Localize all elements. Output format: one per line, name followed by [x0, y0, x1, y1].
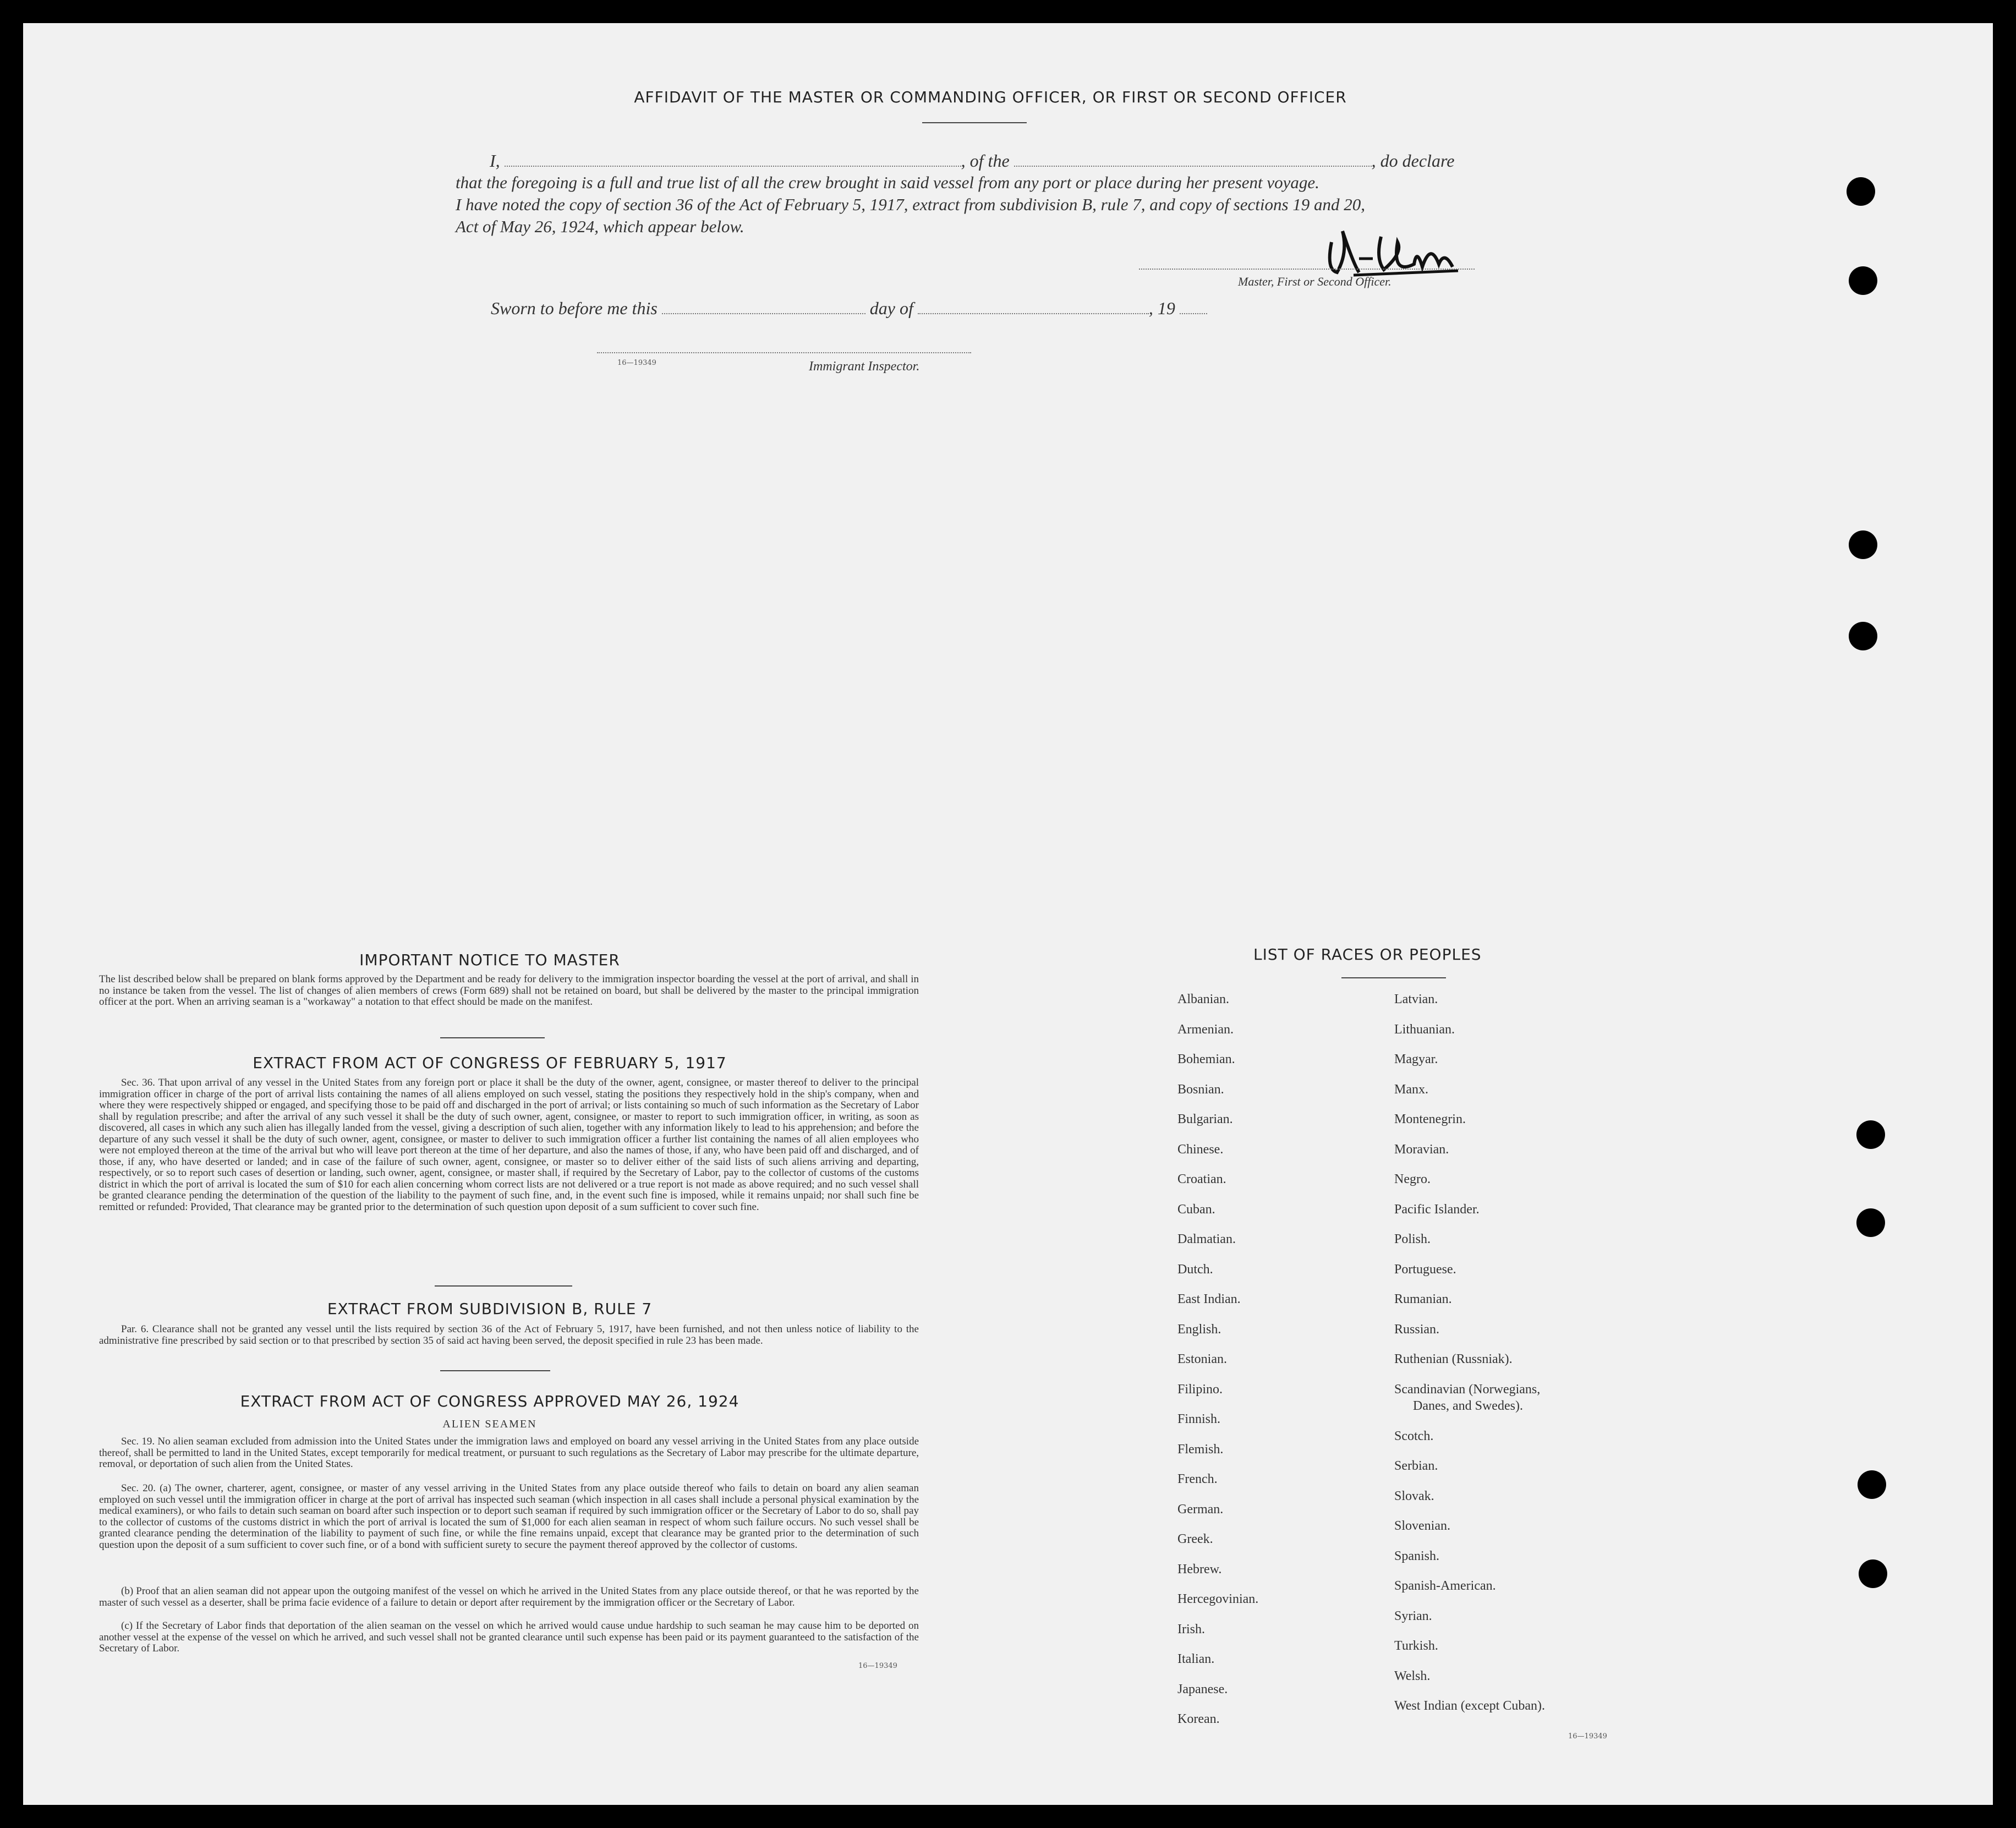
inspector-caption: Immigrant Inspector.: [809, 359, 920, 374]
signature-caption: Master, First or Second Officer.: [1238, 275, 1392, 288]
race-item: Manx.: [1394, 1082, 1428, 1097]
race-item: Scandinavian (Norwegians,: [1394, 1382, 1541, 1397]
race-item: French.: [1177, 1472, 1218, 1486]
race-item: Croatian.: [1177, 1172, 1226, 1186]
extract-form-number: 16—19349: [858, 1662, 897, 1670]
extract-1924-heading: EXTRACT FROM ACT OF CONGRESS APPROVED MAY 26, 1924: [240, 1392, 739, 1410]
race-item: Montenegrin.: [1394, 1112, 1466, 1126]
race-item: Rumanian.: [1394, 1292, 1452, 1306]
race-item: Welsh.: [1394, 1668, 1431, 1683]
race-item: Dutch.: [1177, 1262, 1213, 1277]
race-item: Estonian.: [1177, 1352, 1227, 1366]
race-item: English.: [1177, 1322, 1221, 1337]
extract-1917-heading: EXTRACT FROM ACT OF CONGRESS OF FEBRUARY 5, 1917: [253, 1054, 727, 1072]
race-item: Armenian.: [1177, 1022, 1234, 1037]
race-item: Filipino.: [1177, 1382, 1223, 1397]
punch-hole: [1849, 266, 1877, 295]
race-item: Flemish.: [1177, 1442, 1224, 1457]
race-item: Greek.: [1177, 1532, 1213, 1546]
race-item: Bulgarian.: [1177, 1112, 1233, 1126]
punch-hole: [1849, 622, 1877, 650]
race-item: Magyar.: [1394, 1052, 1438, 1066]
race-item: Dalmatian.: [1177, 1232, 1236, 1246]
race-item: Hebrew.: [1177, 1562, 1222, 1577]
notice-heading: IMPORTANT NOTICE TO MASTER: [359, 951, 620, 969]
race-item: Negro.: [1394, 1172, 1431, 1186]
race-item: Portuguese.: [1394, 1262, 1456, 1277]
race-item: Ruthenian (Russniak).: [1394, 1352, 1513, 1366]
punch-hole: [1858, 1470, 1886, 1499]
punch-hole: [1856, 1120, 1885, 1149]
declaration-line-4: Act of May 26, 1924, which appear below.: [456, 217, 744, 236]
extract-1917-rule: [435, 1285, 572, 1287]
race-item: Slovenian.: [1394, 1519, 1450, 1533]
race-item: Albanian.: [1177, 992, 1229, 1006]
sec-19-text: Sec. 19. No alien seaman excluded from admission into the United States under the immigration laws and employed on board any vessel arriving in the United States from any place outside thereof, shall be permitted to land in the United States, except temporarily for medical treatment, or pursuant to such regulations as the Secretary of Labor may prescribe for the ultimate departure, removal, or deportation of such alien from the United States.: [99, 1436, 919, 1470]
sworn-line: [491, 297, 1207, 319]
declaration-line-1: [490, 150, 1454, 172]
sworn-year: , 19: [1148, 298, 1175, 318]
title-rule: [922, 122, 1027, 123]
declaration-i: I,: [490, 151, 500, 171]
name-blank[interactable]: [505, 166, 961, 167]
punch-hole: [1847, 177, 1875, 206]
race-item: West Indian (except Cuban).: [1394, 1699, 1545, 1713]
race-item: Slovak.: [1394, 1488, 1434, 1503]
sec-20a-text: Sec. 20. (a) The owner, charterer, agent, consignee, or master of any vessel arriving in the United States from any place outside thereof who fails to detain on board any alien seaman employed on such vessel until the immigration officer in charge at the port of arrival has inspected such seaman (which inspection in all cases shall include a personal physical examination by the medical examiners), or who fails to detain such seaman on board after such inspection or to deport such seaman if required by such immigration officer or the Secretary of Labor to do so, shall pay to the collector of customs of the customs district in which the port of arrival is located the sum of $1,000 for each alien seaman in respect of whom such failure occurs. No such vessel shall be granted clearance pending the determination of the liability to payment of such fine, or while the fine remains unpaid, except that clearance may be granted prior to the determination of such question upon the deposit of a sum sufficient to cover such fine, or of a bond with sufficient surety to secure the payment thereof approved by the collector of customs.: [99, 1482, 919, 1551]
punch-hole: [1856, 1208, 1885, 1237]
race-item: Hercegovinian.: [1177, 1592, 1259, 1606]
punch-hole: [1849, 530, 1877, 559]
race-item: Moravian.: [1394, 1142, 1449, 1157]
sworn-month-blank[interactable]: [918, 313, 1149, 314]
race-item: Finnish.: [1177, 1412, 1221, 1426]
affidavit-title: AFFIDAVIT OF THE MASTER OR COMMANDING OFFICER, OR FIRST OR SECOND OFFICER: [634, 88, 1347, 106]
race-item: Spanish.: [1394, 1548, 1440, 1563]
race-item: East Indian.: [1177, 1292, 1241, 1306]
races-heading: LIST OF RACES OR PEOPLES: [1253, 945, 1482, 964]
declaration-of-the: , of the: [961, 151, 1010, 171]
race-item: Syrian.: [1394, 1608, 1432, 1623]
signature-line: [1139, 269, 1475, 270]
race-item: Scotch.: [1394, 1429, 1434, 1443]
vessel-blank[interactable]: [1014, 166, 1372, 167]
race-item: Turkish.: [1394, 1639, 1438, 1653]
declaration-declare: , do declare: [1371, 151, 1455, 171]
sworn-date-blank[interactable]: [662, 313, 865, 314]
extract-1924-subheading: ALIEN SEAMEN: [442, 1418, 537, 1430]
race-item: Russian.: [1394, 1322, 1440, 1337]
declaration-line-3: I have noted the copy of section 36 of the Act of February 5, 1917, extract from subdivision B, rule 7, and copy of sections 19 and 20,: [456, 195, 1366, 214]
race-item: Bosnian.: [1177, 1082, 1224, 1097]
sec-20c-text: (c) If the Secretary of Labor finds that deportation of the alien seaman on the vessel on which he arrived would cause undue hardship to such seaman he may cause him to be deported on another vessel at the expense of the vessel on which he arrived, and such vessel shall not be granted clearance until such expense has been paid or its payment guaranteed to the satisfaction of the Secretary of Labor.: [99, 1620, 919, 1654]
race-item: Serbian.: [1394, 1459, 1438, 1473]
races-form-number: 16—19349: [1568, 1732, 1607, 1741]
rule-7-heading: EXTRACT FROM SUBDIVISION B, RULE 7: [327, 1300, 653, 1318]
race-item: German.: [1177, 1502, 1224, 1517]
race-item: Latvian.: [1394, 992, 1438, 1006]
race-item: Korean.: [1177, 1712, 1220, 1726]
race-item: Lithuanian.: [1394, 1022, 1455, 1037]
inspector-line: [597, 352, 971, 353]
rule-7-rule: [440, 1370, 550, 1371]
race-item: Polish.: [1394, 1232, 1431, 1246]
notice-rule: [440, 1037, 545, 1038]
race-item: Bohemian.: [1177, 1052, 1235, 1066]
race-item: Irish.: [1177, 1622, 1205, 1637]
race-item: Japanese.: [1177, 1682, 1228, 1696]
sworn-year-blank[interactable]: [1180, 313, 1207, 314]
sworn-day-of: day of: [869, 298, 913, 318]
punch-hole: [1859, 1559, 1887, 1588]
notice-text: The list described below shall be prepared on blank forms approved by the Department and be ready for delivery to the immigration inspector boarding the vessel at the port of arrival, and shall in no instance be taken from the vessel. The list of changes of alien members of crews (Form 689) shall not be retained on board, but shall be delivered by the master to the principal immigration officer at the port. When an arriving seaman is a "workaway" a notation to that effect should be made on the manifest.: [99, 973, 919, 1008]
rule-7-text: Par. 6. Clearance shall not be granted any vessel until the lists required by section 36 of the Act of February 5, 1917, have been furnished, and not then unless notice of liability to the administrative fine prescribed by said section or to that prescribed by section 35 of said act having been served, the deposit specified in rule 23 has been made.: [99, 1323, 919, 1347]
race-item: Danes, and Swedes).: [1413, 1399, 1523, 1413]
sec-20b-text: (b) Proof that an alien seaman did not appear upon the outgoing manifest of the vessel on which he arrived in the United States from any place outside thereof, or that he was reported by the master of such vessel as a deserter, shall be prima facie evidence of a failure to detain or deport after requirement by the immigration officer or the Secretary of Labor.: [99, 1585, 919, 1608]
races-rule: [1341, 977, 1446, 978]
race-item: Pacific Islander.: [1394, 1202, 1480, 1217]
race-item: Italian.: [1177, 1652, 1215, 1666]
affidavit-form-number: 16—19349: [617, 359, 656, 367]
race-item: Cuban.: [1177, 1202, 1215, 1217]
race-item: Spanish-American.: [1394, 1579, 1496, 1593]
sworn-text: Sworn to before me this: [491, 298, 658, 318]
extract-1917-text: Sec. 36. That upon arrival of any vessel in the United States from any foreign port or place it shall be the duty of the owner, agent, consignee, or master thereof to deliver to the principal immigration officer in charge of the port of arrival lists containing the names of all aliens employed on such vessel, stating the positions they respectively hold in the ship's company, when and where they were respectively shipped or engaged, and specifying those to be paid off and discharged in the port of arrival; or lists containing so much of such information as the Secretary of Labor shall by regulation prescribe; and after the arrival of any such vessel it shall be the duty of such owner, agent, consignee, or master to report to such immigration officer, in writing, as soon as discovered, all cases in which any such alien has illegally landed from the vessel, giving a description of such alien, together with any information likely to lead to his apprehension; and before the departure of any such vessel it shall be the duty of such owner, agent, consignee, or master to deliver to such immigration officer a further list containing the names of all alien employees who were not employed thereon at the time of the arrival but who will leave port thereon at the time of her departure, and also the names of those, if any, who have been paid off and discharged, and of those, if any, who have deserted or landed; and in case of the failure of such owner, agent, consignee, or master so to deliver either of the said lists of such aliens arriving and departing, respectively, or so to report such cases of desertion or landing, such owner, agent, consignee, or master shall, if required by the Secretary of Labor, pay to the collector of customs of the customs district in which the port of arrival is located the sum of $10 for each alien concerning whom correct lists are not delivered or a true report is not made as above required; and no such vessel shall be granted clearance pending the determination of the question of the liability to the payment of such fine, and, in the event such fine is imposed, while it remains unpaid; nor shall such fine be remitted or refunded: Provided, That clearance may be granted prior to the determination of such question upon deposit of a sum sufficient to cover such fine.: [99, 1077, 919, 1213]
declaration-line-2: that the foregoing is a full and true list of all the crew brought in said vessel from any port or place during her present voyage.: [456, 173, 1319, 192]
race-item: Chinese.: [1177, 1142, 1224, 1157]
